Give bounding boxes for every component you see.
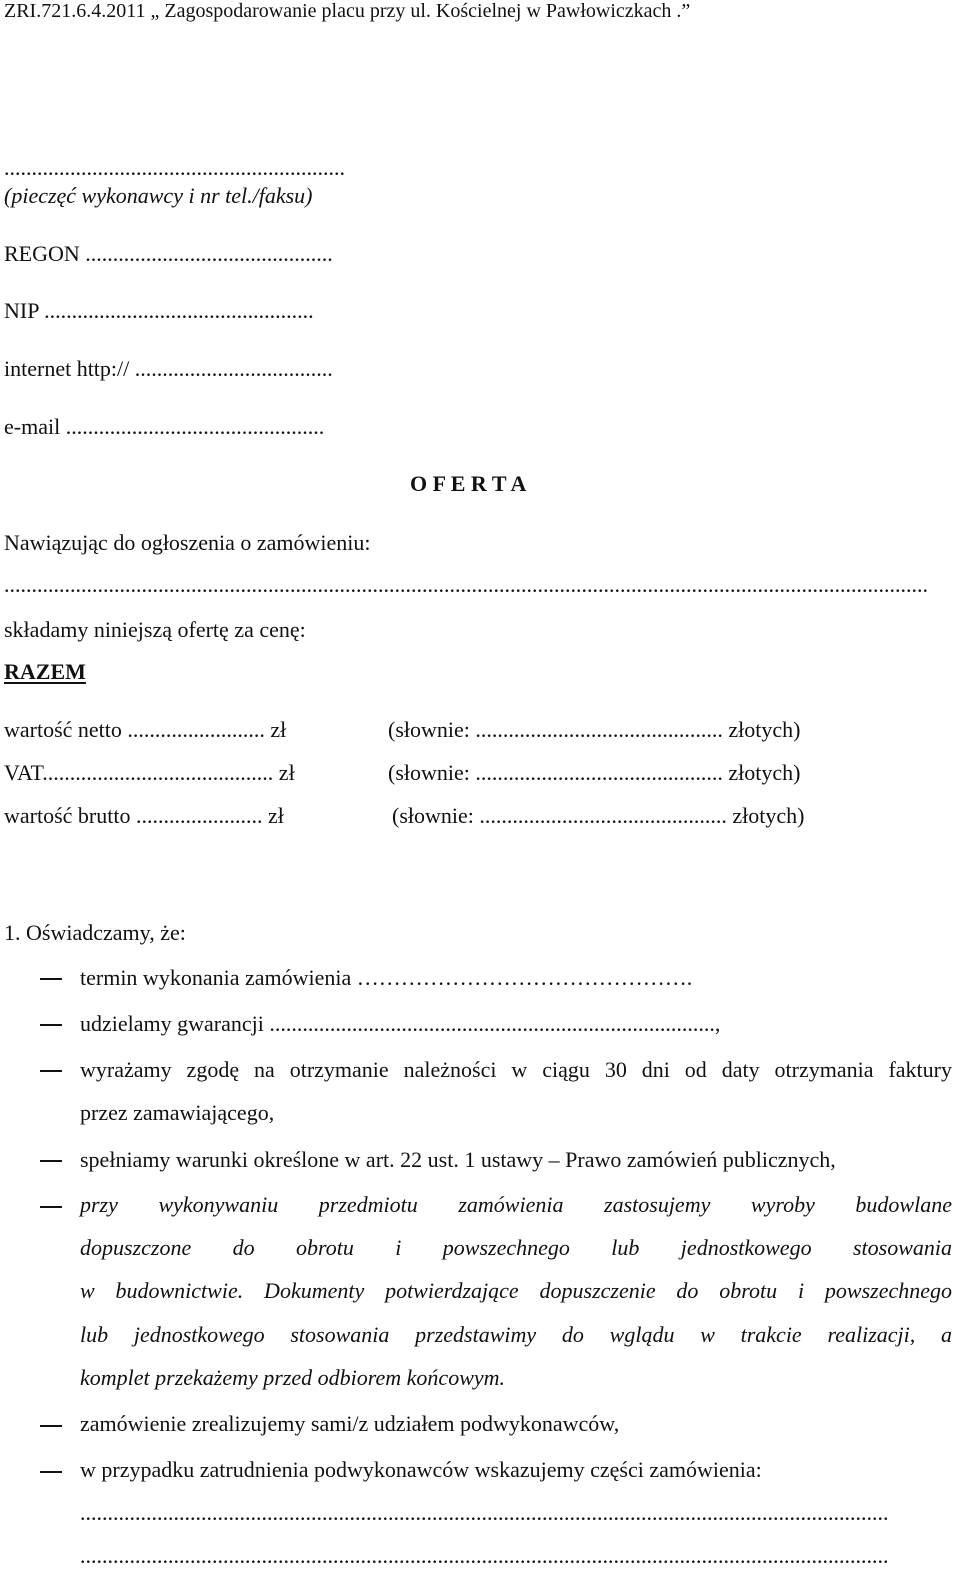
net-value-words: (słownie: ............................................. złotych)	[388, 717, 801, 742]
price-intro: składamy niniejszą ofertę za cenę:	[4, 617, 306, 642]
subcontract-dots-line1: ...................................................................................................................................................	[80, 1500, 889, 1525]
bullet-dash	[40, 1024, 62, 1026]
bullet-dash	[40, 1425, 62, 1427]
gross-value-words: (słownie: ............................................. złotych)	[392, 803, 805, 828]
offer-intro-dots: ........................................................................................................................................................................	[4, 572, 928, 597]
regon-field: REGON .............................................	[4, 241, 333, 266]
declaration-materials-line2: dopuszczone do obrotu i powszechnego lub jednostkowego stosowania	[80, 1235, 952, 1260]
declaration-payment-line1: wyrażamy zgodę na otrzymanie należności w ciągu 30 dni od daty otrzymania faktury	[80, 1057, 952, 1082]
declaration-materials-line3: w budownictwie. Dokumenty potwierdzające dopuszczenie do obrotu i powszechnego	[80, 1278, 952, 1303]
vat-words: (słownie: ............................................. złotych)	[388, 760, 801, 785]
vat-label: VAT.......................................... zł	[4, 760, 295, 785]
declaration-conditions: spełniamy warunki określone w art. 22 ust. 1 ustawy – Prawo zamówień publicznych,	[80, 1147, 836, 1172]
declaration-subcontractors: zamówienie zrealizujemy sami/z udziałem podwykonawców,	[80, 1411, 620, 1436]
email-field: e-mail ...............................................	[4, 414, 325, 439]
declaration-subcontract-parts: w przypadku zatrudnienia podwykonawców wskazujemy części zamówienia:	[80, 1457, 762, 1482]
offer-intro: Nawiązując do ogłoszenia o zamówieniu:	[4, 530, 371, 555]
document-reference: ZRI.721.6.4.2011 „ Zagospodarowanie placu przy ul. Kościelnej w Pawłowiczkach .”	[4, 0, 691, 22]
declaration-materials-line5: komplet przekażemy przed odbiorem końcowym.	[80, 1365, 506, 1390]
declaration-warranty: udzielamy gwarancji .................................................................................,	[80, 1011, 721, 1036]
subcontract-dots-line2: ...................................................................................................................................................	[80, 1543, 889, 1568]
stamp-dots: ..............................................................	[4, 155, 345, 180]
bullet-dash	[40, 1070, 62, 1072]
bullet-dash	[40, 1206, 62, 1208]
internet-field: internet http:// ....................................	[4, 356, 333, 381]
gross-value-label: wartość brutto ....................... zł	[4, 803, 284, 828]
offer-title: O F E R T A	[410, 471, 527, 496]
declaration-payment-line2: przez zamawiającego,	[80, 1100, 275, 1125]
bullet-dash	[40, 978, 62, 980]
bullet-dash	[40, 1160, 62, 1162]
total-heading: RAZEM	[4, 659, 86, 684]
declaration-materials-line1: przy wykonywaniu przedmiotu zamówienia zastosujemy wyroby budowlane	[80, 1192, 952, 1217]
stamp-label: (pieczęć wykonawcy i nr tel./faksu)	[4, 183, 313, 208]
declaration-deadline: termin wykonania zamówienia ……………………………………….	[80, 965, 693, 990]
net-value-label: wartość netto ......................... zł	[4, 717, 287, 742]
nip-field: NIP .................................................	[4, 298, 314, 323]
declaration-materials-line4: lub jednostkowego stosowania przedstawimy do wglądu w trakcie realizacji, a	[80, 1322, 952, 1347]
declarations-heading: 1. Oświadczamy, że:	[4, 920, 186, 945]
bullet-dash	[40, 1471, 62, 1473]
